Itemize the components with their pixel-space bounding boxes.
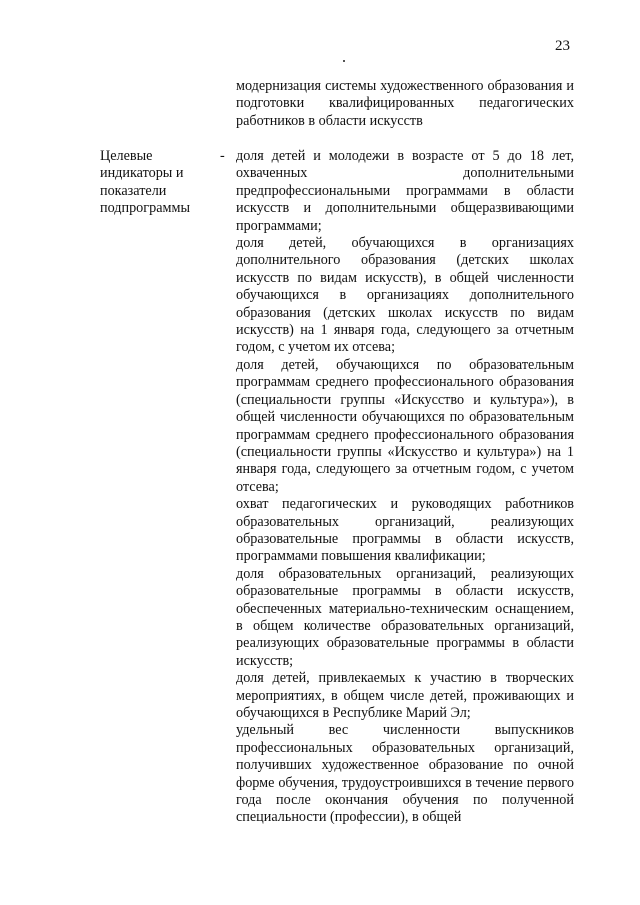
label-dash: - [220,148,225,164]
intro-paragraph: модернизация системы художественного образования и подготовки квалифицированных педагогических работников в области искусств [236,78,574,129]
page-number: 23 [555,38,570,54]
section-label: Целевые индикаторы и показатели подпрограммы [100,148,190,217]
indicators-list [236,148,574,827]
indicator-item: доля детей, привлекаемых к участию в творческих мероприятиях, в общем числе детей, проживающих и обучающихся в Республике Марий Эл; [236,670,574,721]
indicator-item: доля детей, обучающихся в организациях дополнительного образования (детских школах искусств по видам искусств), в общей численности обучающихся в организациях дополнительного образования (детских школах искусств по видам искусств) на 1 января года, следующего за отчетным годом, с учетом их отсева; [236,235,574,356]
indicator-item: доля образовательных организаций, реализующих образовательные программы в области искусств, обеспеченных материально-техническим оснащением, в общем количестве образовательных организаций, реализующих образовательные программы в области искусств; [236,565,574,669]
indicator-item: доля детей и молодежи в возрасте от 5 до 18 лет, охваченных дополнительными предпрофессиональными программами в области искусств и дополнительными общеразвивающими программами; [236,148,574,234]
indicator-item: доля детей, обучающихся по образовательным программам среднего профессионального образования (специальности группы «Искусство и культура»), в общей численности обучающихся по образовательным программам среднего профессионального образования (специальности группы «Искусство и культура») на 1 января года, следующего за отчетным годом, с учетом отсева; [236,356,574,495]
scan-speck [343,60,345,62]
indicator-item: удельный вес численности выпускников профессиональных образовательных организаций, получивших художественное образование по очной форме обучения, трудоустроившихся в течение первого года после окончания обучения по полученной специальности (профессии), в общей [236,722,574,826]
indicator-item: охват педагогических и руководящих работников образовательных организаций, реализующих образовательные программы в области искусств, программами повышения квалификации; [236,496,574,565]
